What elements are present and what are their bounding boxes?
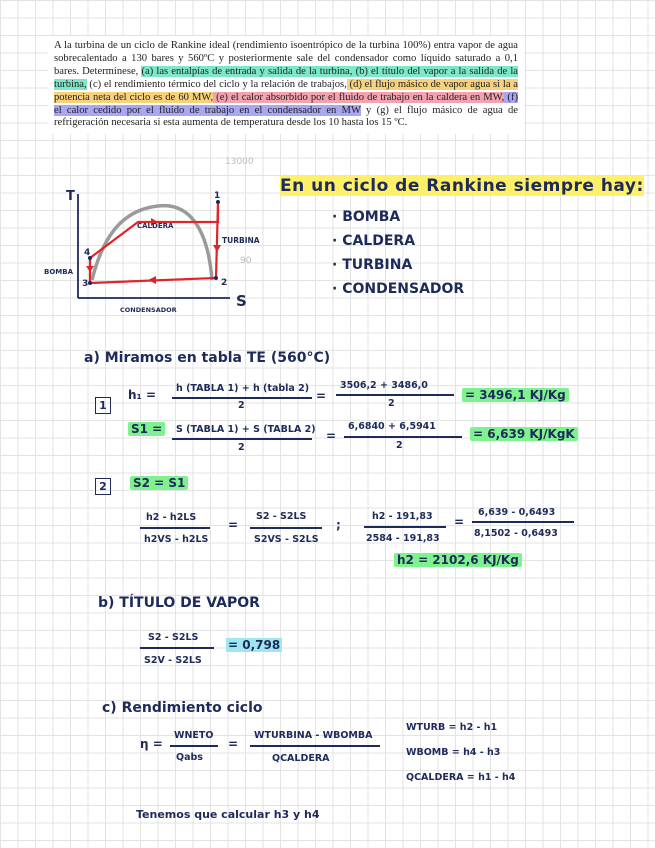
s2-denominator: S2VS - S2LS: [254, 534, 319, 545]
ghost-number: 90: [240, 256, 252, 266]
section-c-heading: c) Rendimiento ciclo: [102, 700, 263, 716]
equals: =: [228, 737, 239, 751]
turbina-label: TURBINA: [222, 236, 260, 245]
problem-part-b: (b) el título del vapor a la salida de la turbina,: [54, 65, 518, 90]
rankine-item: · TURBINA: [332, 257, 413, 273]
h2-denominator-values: 2584 - 191,83: [366, 533, 440, 544]
h1-denominator: 2: [238, 400, 245, 411]
rankine-item: · CALDERA: [332, 233, 416, 249]
h1-result: = 3496,1 KJ/Kg: [462, 388, 569, 402]
s1-result: = 6,639 KJ/KgK: [470, 427, 578, 441]
s2-numerator-values: 6,639 - 0,6493: [478, 507, 556, 518]
h2-denominator: h2VS - h2LS: [144, 534, 209, 545]
titulo-numerator: S2 - S2LS: [148, 632, 199, 643]
eta-numerator-work: WTURBINA - WBOMBA: [254, 730, 373, 741]
equals: =: [316, 389, 327, 403]
titulo-denominator: S2V - S2LS: [144, 655, 202, 666]
cycle-path: [90, 202, 218, 283]
s1-denominator: 2: [238, 442, 245, 453]
point-4: 4: [84, 248, 91, 258]
problem-statement: [48, 36, 524, 134]
caldera-label: CALDERA: [137, 222, 174, 230]
rankine-item: · CONDENSADOR: [332, 281, 465, 297]
problem-intro: A la turbina de un ciclo de Rankine ideal (rendimiento isoentrópico de la turbina 100%) entra vapor de agua sobrecalentado a 130 bares y 560ºC y posteriormente sale del condensador como líquido saturado a 0,1 bares. Determínese,: [54, 40, 518, 77]
eta-lhs: η =: [140, 737, 163, 751]
problem-part-e: (e) el calor absorbido por el fluido de trabajo en la caldera en MW,: [213, 91, 505, 103]
titulo-result: = 0,798: [228, 638, 281, 652]
h2-numerator-values: h2 - 191,83: [372, 511, 433, 522]
h2-numerator: h2 - h2LS: [146, 512, 197, 523]
step-box-2: 2: [95, 478, 111, 495]
bomba-label: BOMBA: [44, 268, 74, 276]
eta-denominator: Qabs: [176, 752, 203, 763]
problem-part-c: (c) el rendimiento térmico del ciclo y la relación de trabajos,: [86, 78, 347, 90]
eta-denominator-heat: QCALDERA: [272, 753, 330, 764]
problem-part-d: (d) el flujo másico de vapor agua si la a potencia neta del ciclo es de 60 MW,: [54, 78, 518, 103]
ghost-number: 13000: [225, 157, 254, 167]
h2-result: h2 = 2102,6 KJ/Kg: [394, 553, 522, 567]
wbomb-formula: WBOMB = h4 - h3: [406, 747, 501, 758]
axis-t-label: T: [66, 189, 75, 204]
section-a-heading: a) Miramos en tabla TE (560°C): [84, 350, 331, 366]
s2-numerator: S2 - S2LS: [256, 511, 307, 522]
problem-part-g: y (g) el flujo másico de agua de refrigeración necesaria si esta aumenta de temperatura desde los 10 hasta los 15 ºC.: [54, 104, 518, 129]
section-b-heading: b) TÍTULO DE VAPOR: [98, 595, 260, 611]
h1-denominator-value: 2: [388, 398, 395, 409]
h1-lhs: h₁ =: [128, 388, 157, 402]
point-2: 2: [221, 278, 228, 288]
s1-numerator-values: 6,6840 + 6,5941: [348, 421, 436, 432]
eta-numerator: WNETO: [174, 730, 214, 741]
s2-equals-s1: S2 = S1: [130, 476, 188, 490]
footnote: Tenemos que calcular h3 y h4: [136, 808, 320, 821]
s1-lhs: S1 =: [128, 422, 165, 436]
point-3: 3: [82, 279, 89, 289]
problem-part-f: (f) el calor cedido por el fluido de trabajo en el condensador en MW: [54, 91, 519, 116]
point-1: 1: [214, 191, 221, 201]
s1-numerator: S (TABLA 1) + S (TABLA 2): [176, 424, 316, 435]
qcaldera-formula: QCALDERA = h1 - h4: [406, 772, 516, 783]
ts-diagram: [40, 180, 280, 320]
h1-numerator: h (TABLA 1) + h (tabla 2): [176, 383, 310, 394]
rankine-title: En un ciclo de Rankine siempre hay:: [280, 176, 644, 196]
rankine-item: · BOMBA: [332, 209, 401, 225]
step-box-1: 1: [95, 397, 111, 414]
equals: =: [228, 518, 239, 532]
wturb-formula: WTURB = h2 - h1: [406, 722, 498, 733]
semicolon: ;: [336, 518, 341, 532]
condensador-label: CONDENSADOR: [120, 306, 177, 314]
equals: =: [326, 429, 337, 443]
h1-numerator-values: 3506,2 + 3486,0: [340, 380, 428, 391]
s2-denominator-values: 8,1502 - 0,6493: [474, 528, 558, 539]
s1-denominator-value: 2: [396, 440, 403, 451]
equals: =: [454, 515, 465, 529]
problem-part-a: (a) las entalpías de entrada y salida de la turbina,: [141, 65, 353, 77]
axis-s-label: S: [236, 292, 247, 310]
